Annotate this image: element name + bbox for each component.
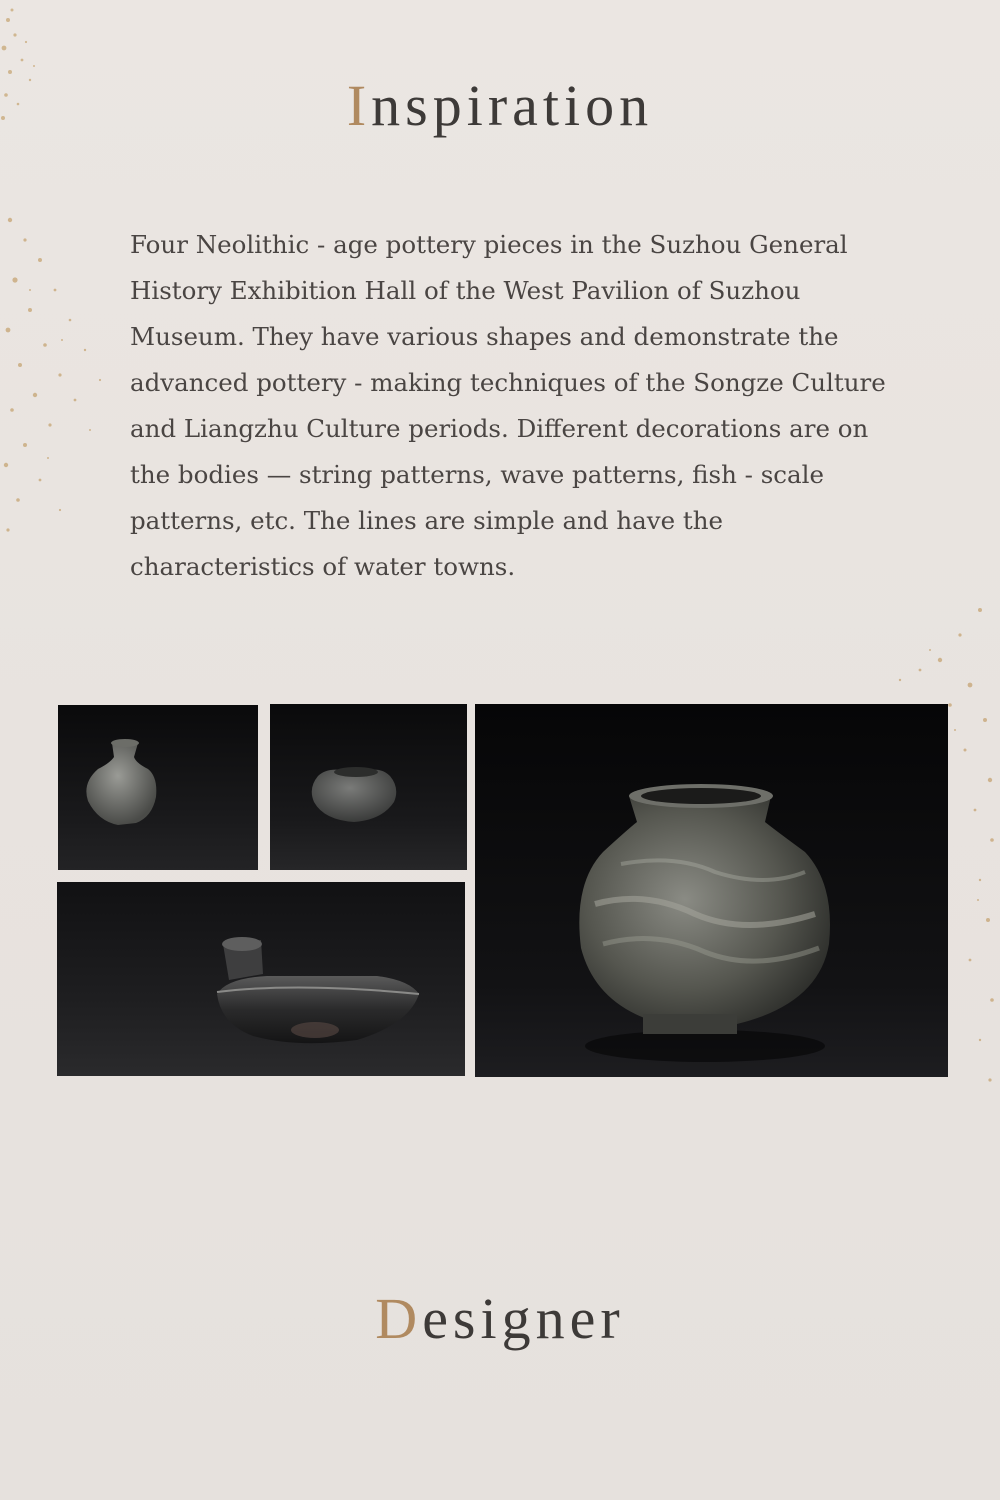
pottery-jar-photo [475, 704, 948, 1077]
inspiration-heading [0, 72, 1000, 139]
designer-heading-initial: D [375, 1286, 423, 1351]
pottery-spouted-vessel-photo [57, 882, 465, 1076]
inspiration-description: Four Neolithic - age pottery pieces in the Suzhou General History Exhibition Hall of the West Pavilion of Suzhou Museum. They have various shapes and demonstrate the advanced pottery - making techniques of the Songze Culture and Liangzhu Culture periods. Different decorations are on the bodies — string patterns, wave patterns, fish - scale patterns, etc. The lines are simple and have the characteristics of water towns. [130, 230, 886, 581]
designer-heading [0, 1285, 1000, 1352]
pottery-vase-photo [58, 705, 258, 870]
inspiration-heading-initial: I [346, 73, 372, 138]
pottery-bowl-photo [270, 704, 467, 870]
designer-heading-rest: esigner [422, 1286, 625, 1351]
inspiration-heading-rest: nspiration [371, 73, 654, 138]
gold-speckle-decoration-left [0, 200, 120, 560]
